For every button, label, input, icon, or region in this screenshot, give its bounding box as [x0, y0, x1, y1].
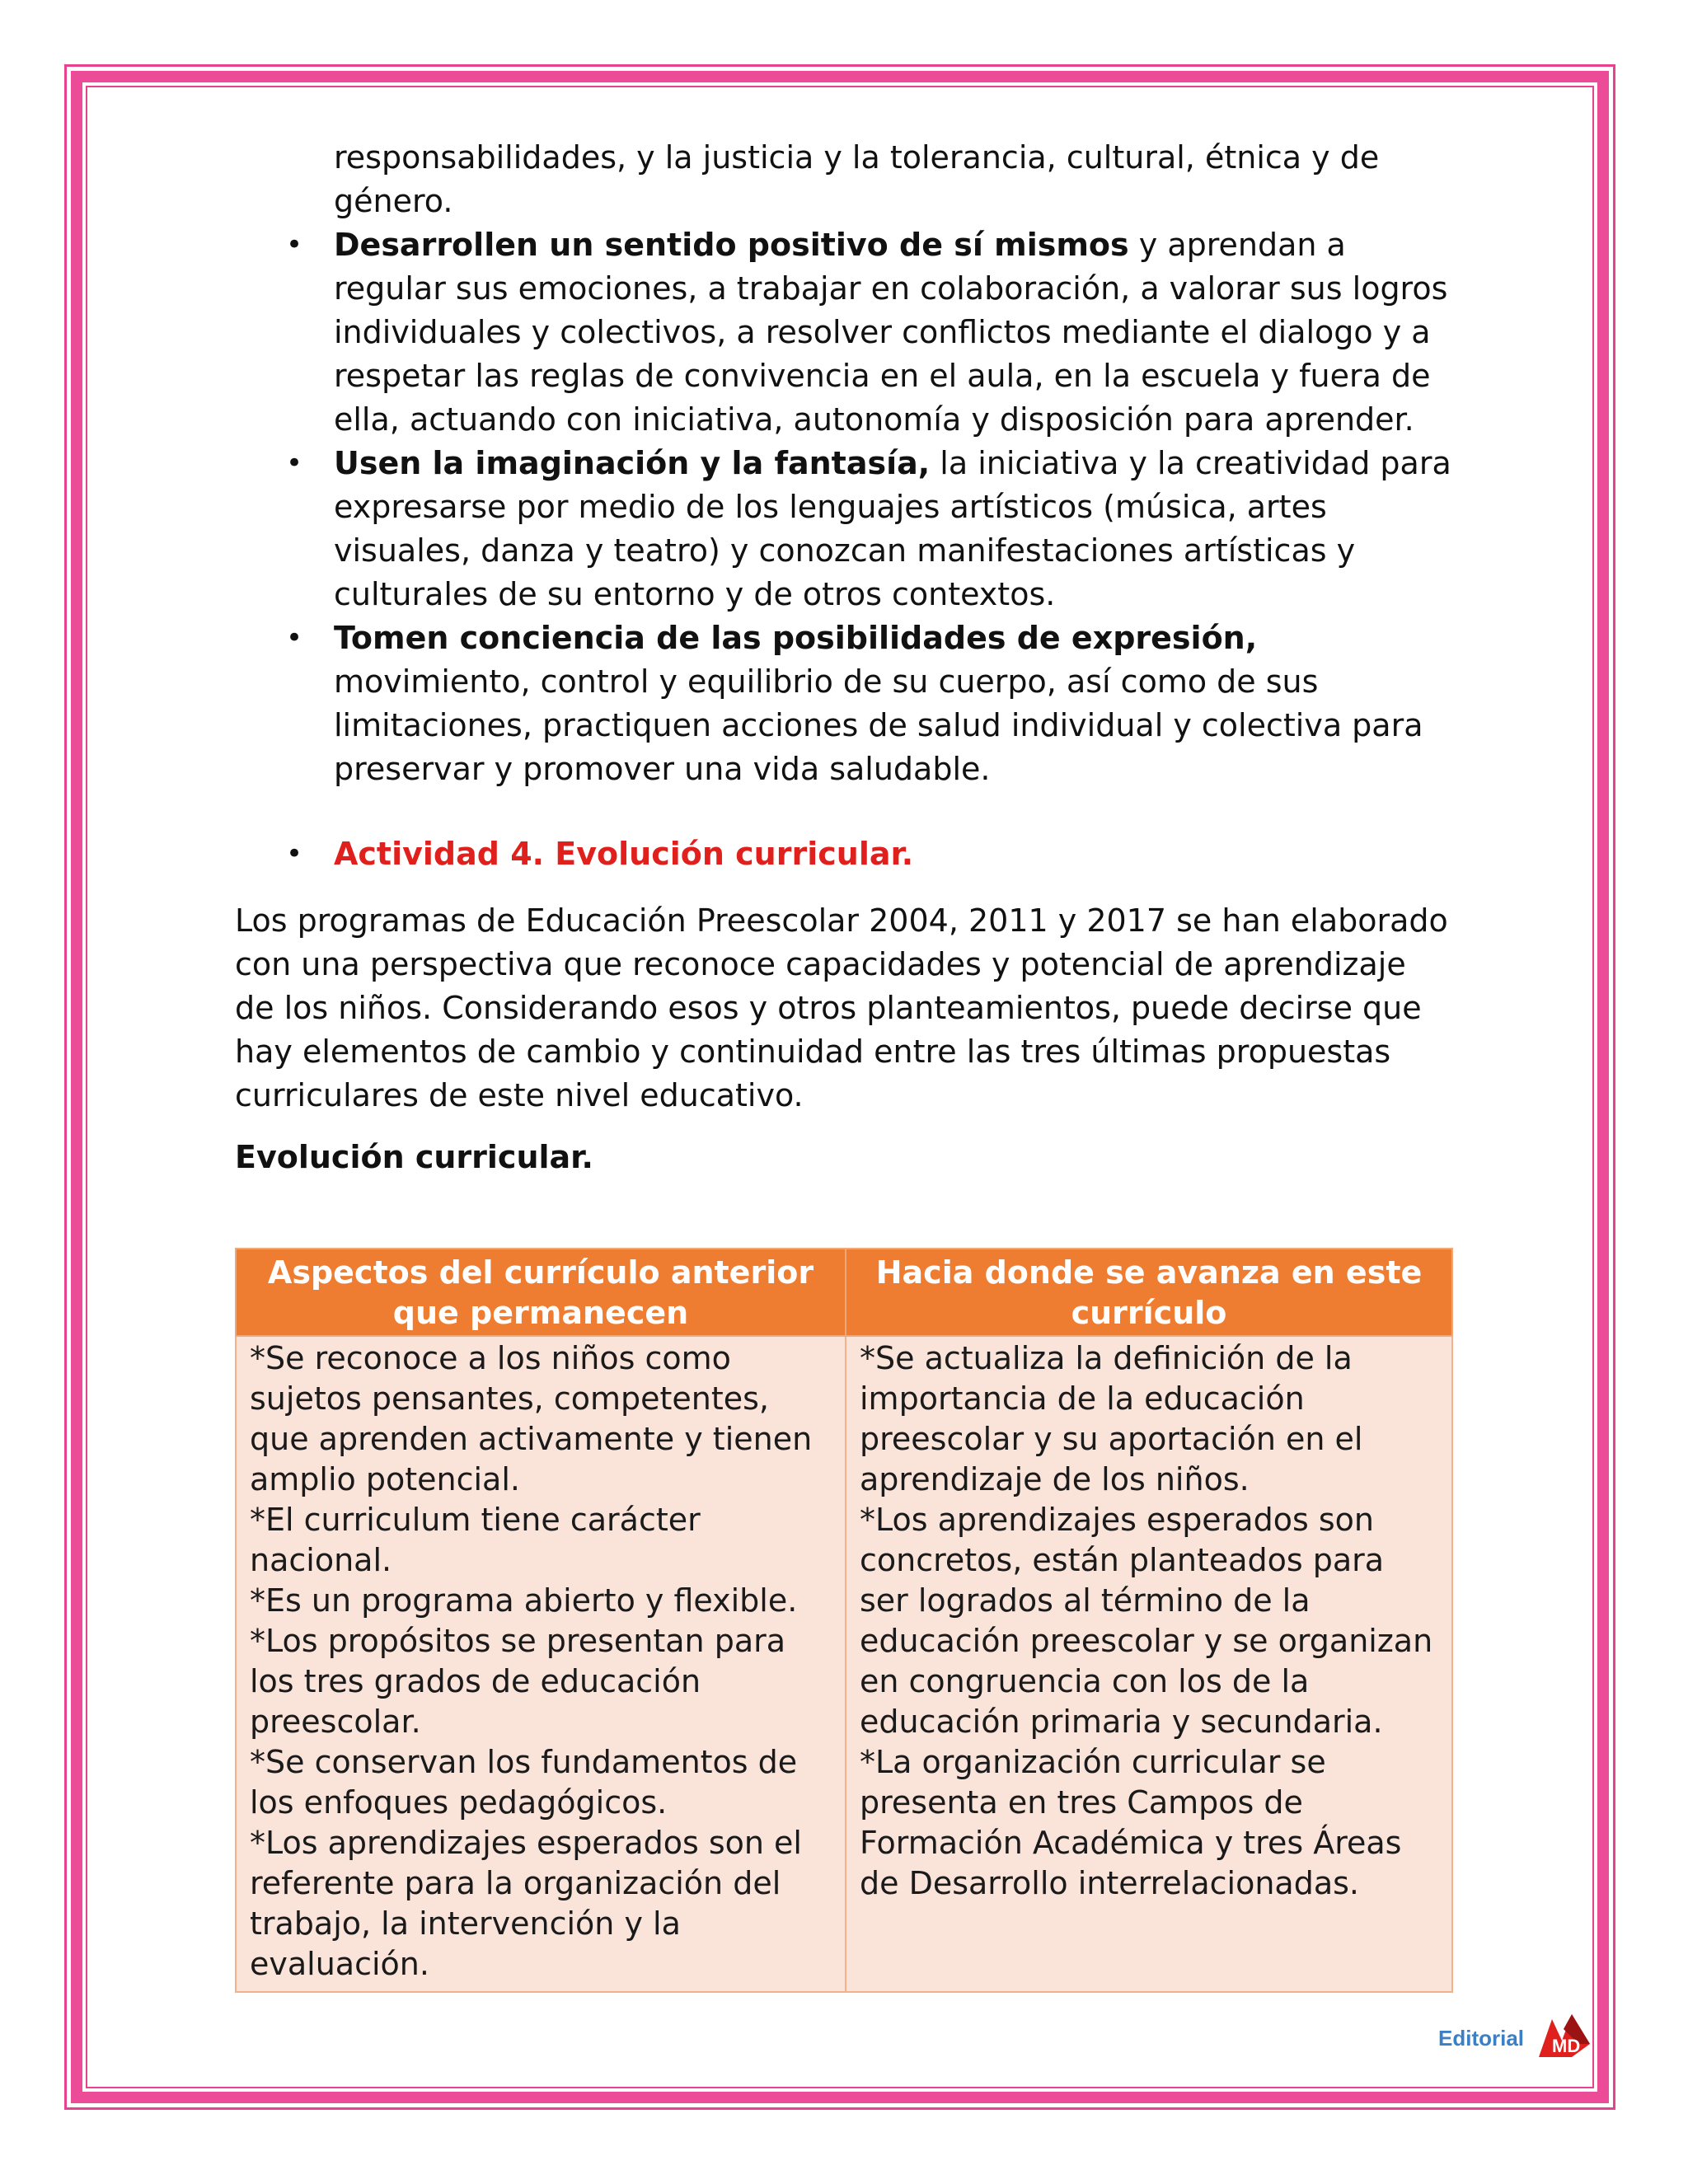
svg-text:MD: MD [1552, 2036, 1581, 2056]
cell-item: *Se reconoce a los niños como sujetos pensantes, competentes, que aprenden activamente y tienen amplio potencial. [250, 1340, 813, 1497]
cell-item: *Los aprendizajes esperados son concretos, están planteados para ser logrados al término de la educación preescolar y se organizan en congruencia con los de la educación primaria y secundaria. [860, 1502, 1433, 1740]
cell-item: *El curriculum tiene carácter nacional. [250, 1502, 701, 1578]
bullet-text: la iniciativa y la creatividad para expresarse por medio de los lenguajes artísticos (música, artes visuales, danza y teatro) y conozcan manifestaciones artísticas y culturales de su entorno y de otros contextos. [334, 445, 1451, 612]
bullet-icon: • [286, 447, 303, 480]
bullet-text: y aprendan a regular sus emociones, a trabajar en colaboración, a valorar sus logros individuales y colectivos, a resolver conflictos mediante el dialogo y a respetar las reglas de convivencia en el aula, en la escuela y fuera de ella, actuando con iniciativa, autonomía y disposición para aprender. [334, 227, 1448, 438]
cell-item: *Es un programa abierto y flexible. [250, 1582, 798, 1619]
bullet-item [235, 442, 1455, 616]
bullet-item [235, 223, 1455, 442]
bullet-icon: • [286, 621, 303, 654]
table-header-row [236, 1249, 1452, 1336]
bullet-bold: Usen la imaginación y la fantasía, [334, 445, 931, 481]
bullet-icon: • [286, 228, 303, 261]
bullet-bold: Tomen conciencia de las posibilidades de expresión, [334, 620, 1258, 656]
bullet-text: movimiento, control y equilibrio de su cuerpo, así como de sus limitaciones, practiquen acciones de salud individual y colectiva para preservar y promover una vida saludable. [334, 663, 1423, 787]
cell-item: *Los aprendizajes esperados son el referente para la organización del trabajo, la intervención y la evaluación. [250, 1825, 802, 1982]
table-cell-avanza [846, 1336, 1452, 1992]
document-body [235, 136, 1455, 1179]
cell-item: *Se conservan los fundamentos de los enfoques pedagógicos. [250, 1744, 798, 1821]
bullet-bold: Desarrollen un sentido positivo de sí mismos [334, 227, 1129, 263]
section-heading: Evolución curricular. [235, 1139, 593, 1175]
table-header-cell: Aspectos del currículo anterior que permanecen [236, 1249, 846, 1336]
cell-item: *Los propósitos se presentan para los tres grados de educación preescolar. [250, 1623, 786, 1740]
table-row [236, 1336, 1452, 1992]
bullet-icon: • [286, 837, 303, 870]
table-header-cell: Hacia donde se avanza en este currículo [846, 1249, 1452, 1336]
intro-continuation [235, 136, 1455, 223]
editorial-md-logo [1438, 2011, 1587, 2060]
bullet-item [235, 616, 1455, 791]
cell-item: *Se actualiza la definición de la importancia de la educación preescolar y su aportación en el aprendizaje de los niños. [860, 1340, 1363, 1497]
logo-text: Editorial [1438, 2026, 1525, 2050]
activity-item [235, 832, 1455, 876]
table-cell-permanecen [236, 1336, 846, 1992]
curriculum-table [235, 1248, 1453, 1993]
intro-line: género. [334, 183, 453, 219]
activity-title: Actividad 4. Evolución curricular. [334, 836, 914, 872]
cell-item: *La organización curricular se presenta en tres Campos de Formación Académica y tres Áreas de Desarrollo interrelacionadas. [860, 1744, 1402, 1901]
body-paragraph: Los programas de Educación Preescolar 2004, 2011 y 2017 se han elaborado con una perspectiva que reconoce capacidades y potencial de aprendizaje de los niños. Considerando esos y otros planteamientos, puede decirse que hay elementos de cambio y continuidad entre las tres últimas propuestas curriculares de este nivel educativo. [235, 902, 1448, 1113]
md-logo-icon [1536, 2011, 1593, 2060]
intro-line: responsabilidades, y la justicia y la tolerancia, cultural, étnica y de [334, 139, 1380, 176]
